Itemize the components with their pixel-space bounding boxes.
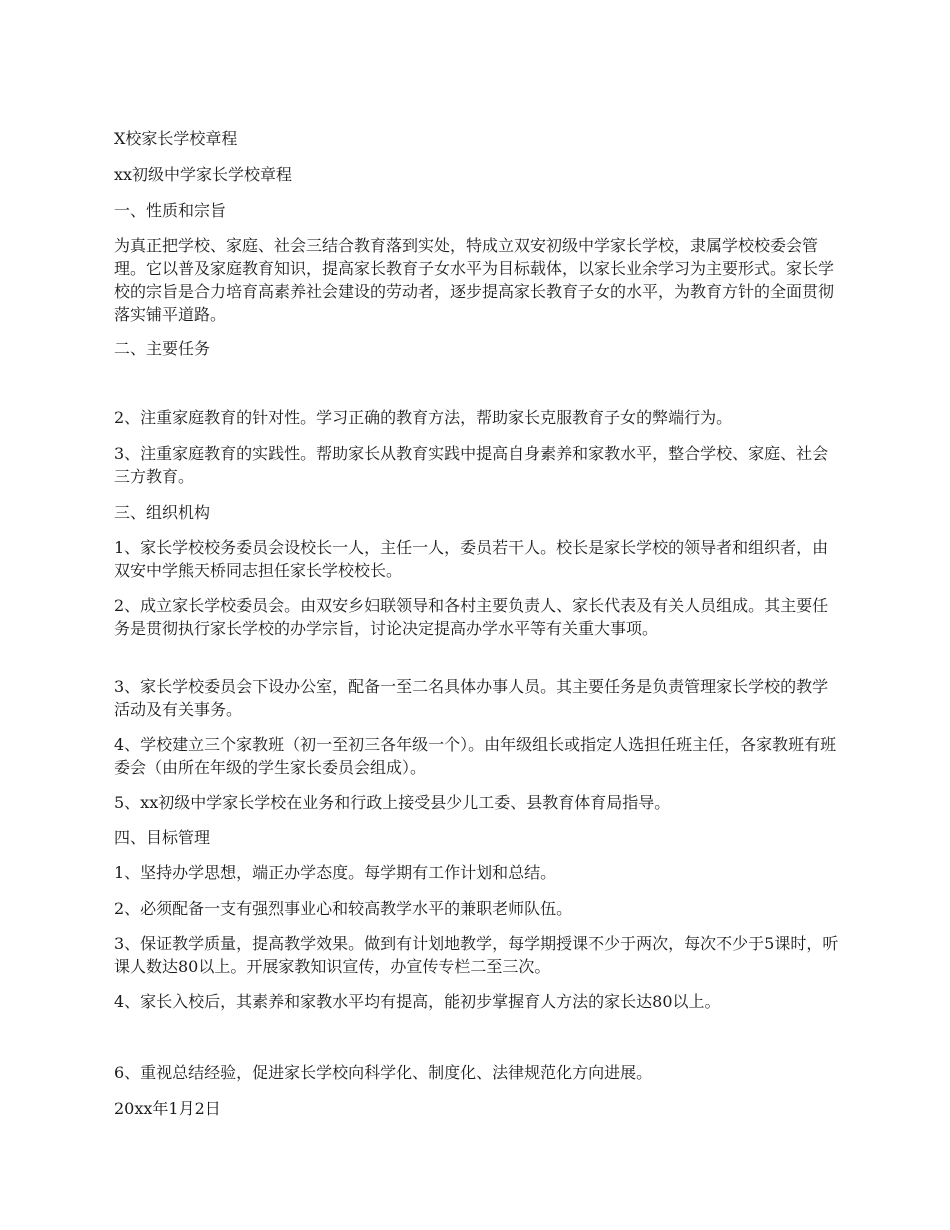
section-heading: 三、组织机构 bbox=[114, 503, 211, 522]
paragraph: 6、重视总结经验，促进家长学校向科学化、制度化、法律规范化方向进展。 bbox=[114, 1063, 653, 1082]
paragraph: 2、注重家庭教育的针对性。学习正确的教育方法，帮助家长克服教育子女的弊端行为。 bbox=[114, 408, 733, 427]
paragraph: 3、家长学校委员会下设办公室，配备一至二名具体办事人员。其主要任务是负责管理家长学校的教学活动及有关事务。 bbox=[114, 677, 829, 719]
section-heading: 一、性质和宗旨 bbox=[114, 201, 227, 220]
paragraph: 3、保证教学质量，提高教学效果。做到有计划地教学，每学期授课不少于两次，每次不少于5课时，听课人数达80以上。开展家教知识宣传，办宣传专栏二至三次。 bbox=[114, 934, 839, 976]
paragraph: 1、家长学校校务委员会设校长一人，主任一人，委员若干人。校长是家长学校的领导者和组织者，由双安中学熊天桥同志担任家长学校校长。 bbox=[114, 538, 829, 580]
paragraph: 2、必须配备一支有强烈事业心和较高教学水平的兼职老师队伍。 bbox=[114, 899, 573, 918]
paragraph: 5、xx初级中学家长学校在业务和行政上接受县少儿工委、县教育体育局指导。 bbox=[114, 793, 671, 812]
document-title: X校家长学校章程 bbox=[114, 129, 238, 148]
paragraph: 为真正把学校、家庭、社会三结合教育落到实处，特成立双安初级中学家长学校，隶属学校校委会管理。它以普及家庭教育知识，提高家长教育子女水平为目标载体，以家长业余学习为主要形式。家长学校的宗旨是合力培育高素养社会建设的劳动者，逐步提高家长教育子女的水平，为教育方针的全面贯彻落实铺平道路。 bbox=[114, 236, 835, 324]
section-heading: 四、目标管理 bbox=[114, 828, 211, 847]
paragraph: 4、学校建立三个家教班（初一至初三各年级一个）。由年级组长或指定人选担任班主任，各家教班有班委会（由所在年级的学生家长委员会组成）。 bbox=[114, 735, 837, 777]
paragraph: 2、成立家长学校委员会。由双安乡妇联领导和各村主要负责人、家长代表及有关人员组成。其主要任务是贯彻执行家长学校的办学宗旨，讨论决定提高办学水平等有关重大事项。 bbox=[114, 596, 829, 638]
paragraph: 1、坚持办学思想，端正办学态度。每学期有工作计划和总结。 bbox=[114, 863, 557, 882]
paragraph: 4、家长入校后，其素养和家教水平均有提高，能初步掌握育人方法的家长达80以上。 bbox=[114, 992, 721, 1011]
section-heading: 二、主要任务 bbox=[114, 339, 211, 358]
document-date: 20xx年1月2日 bbox=[114, 1099, 221, 1118]
document-subtitle: xx初级中学家长学校章程 bbox=[114, 165, 293, 184]
paragraph: 3、注重家庭教育的实践性。帮助家长从教育实践中提高自身素养和家教水平，整合学校、家庭、社会三方教育。 bbox=[114, 444, 829, 486]
